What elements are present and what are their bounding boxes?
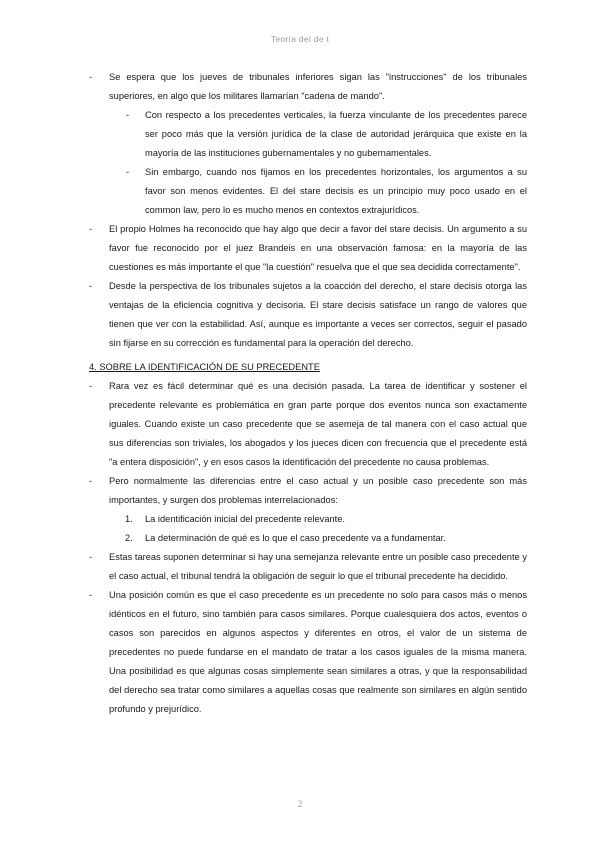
list-item-text: Estas tareas suponen determinar si hay una semejanza relevante entre un posible caso precedente y el caso actual, el tribunal tendrá la obligación de seguir lo que el tribunal precedente ha decidido.	[109, 552, 527, 581]
numbered-item-text: La identificación inicial del precedente relevante.	[145, 514, 346, 524]
list-item-text: El propio Holmes ha reconocido que hay algo que decir a favor del stare decisis. Un argumento a su favor fue reconocido por el juez Brandeis en una observación famosa: en la mayoría de las cuestiones es más importante el que "la cuestión" resuelva que el que sea decidida correctamente".	[109, 224, 527, 272]
bullet-marker: -	[89, 224, 93, 234]
list-item	[89, 472, 527, 510]
sub-list-item	[109, 106, 527, 163]
list-item	[89, 586, 527, 719]
list-item-text: Desde la perspectiva de los tribunales sujetos a la coacción del derecho, el stare decisis otorga las ventajas de la eficiencia cognitiva y decisoria. El stare decisis satisface un rango de valores que tienen que ver con la estabilidad. Así, aunque es importante a veces ser correctos, seguir el pasado sin fijarse en su corrección es fundamental para la operación del derecho.	[109, 281, 527, 348]
item-number: 2.	[125, 533, 133, 543]
bullet-marker: -	[126, 167, 130, 177]
list-item	[89, 377, 527, 472]
document-body	[89, 68, 527, 719]
bullet-marker: -	[126, 110, 130, 120]
numbered-item	[89, 529, 527, 548]
list-item-text: Pero normalmente las diferencias entre el caso actual y un posible caso precedente son más importantes, y surgen dos problemas interrelacionados:	[109, 476, 527, 505]
bullet-marker: -	[89, 552, 93, 562]
sub-list-item-text: Con respecto a los precedentes verticales, la fuerza vinculante de los precedentes parece ser poco más que la versión jurídica de la clase de autoridad jerárquica que existe en la mayoría de las instituciones gubernamentales y no gubernamentales.	[145, 110, 527, 158]
list-item	[89, 68, 527, 106]
list-item-text: Rara vez es fácil determinar qué es una decisión pasada. La tarea de identificar y sostener el precedente relevante es problemática en gran parte porque dos eventos nunca son exactamente iguales. Cuando existe un caso precedente que se asemeja de tal manera con el caso actual que sus diferencias son triviales, los abogados y los jueces dicen con frecuencia que el precedente está "a entera disposición", y en esos casos la identificación del precedente no causa problemas.	[109, 381, 527, 467]
sub-list-item-text: Sin embargo, cuando nos fijamos en los precedentes horizontales, los argumentos a su favor son menos evidentes. El del stare decisis es un principio muy poco usado en el common law, pero lo es mucho menos en contextos extrajurídicos.	[145, 167, 527, 215]
bullet-marker: -	[89, 590, 93, 600]
item-number: 1.	[125, 514, 133, 524]
sub-list-item	[109, 163, 527, 220]
section-heading: 4. SOBRE LA IDENTIFICACIÓN DE SU PRECEDENTE	[89, 362, 320, 372]
list-item	[89, 548, 527, 586]
bullet-marker: -	[89, 476, 93, 486]
numbered-item	[89, 510, 527, 529]
running-header: Teoría del de t	[270, 34, 330, 44]
list-item	[89, 220, 527, 277]
page-number: 2	[297, 799, 303, 809]
bullet-marker: -	[89, 72, 93, 82]
numbered-item-text: La determinación de qué es lo que el caso precedente va a fundamentar.	[145, 533, 446, 543]
bullet-marker: -	[89, 381, 93, 391]
bullet-marker: -	[89, 281, 93, 291]
list-item	[89, 277, 527, 353]
list-item-text: Se espera que los jueves de tribunales inferiores sigan las "instrucciones" de los tribunales superiores, en algo que los militares llamarían "cadena de mando".	[109, 72, 527, 101]
list-item-text: Una posición común es que el caso precedente es un precedente no solo para casos más o menos idénticos en el futuro, sino también para casos similares. Porque cualesquiera dos actos, eventos o casos son parecidos en algunos aspectos y diferentes en otros, el valor de un sistema de precedentes no puede fundarse en el mandato de tratar a los casos iguales de la misma manera. Una posibilidad es que algunas cosas simplemente sean similares a otras, y que la responsabilidad del derecho sea tratar como similares a aquellas cosas que realmente son similares en algún sentido profundo y prejurídico.	[109, 590, 527, 714]
